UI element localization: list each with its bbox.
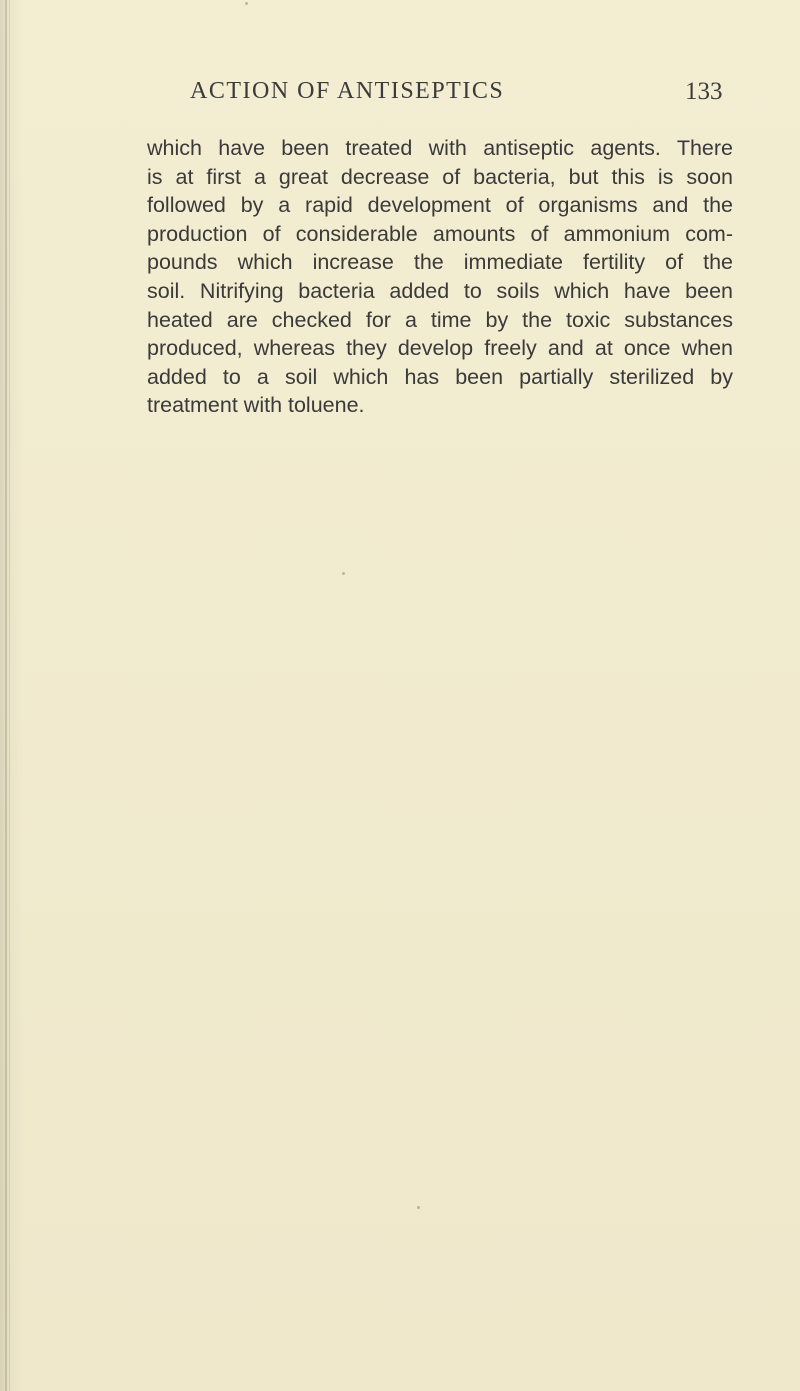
running-title: ACTION OF ANTISEPTICS [190, 78, 505, 104]
text-line: which have been treated with antiseptic agents. There [147, 136, 733, 160]
page-gutter-edge [5, 0, 7, 1391]
body-paragraph [147, 134, 733, 420]
paper-speck [245, 2, 248, 5]
paper-speck [342, 572, 345, 575]
text-line: produced, whereas they develop freely and at once when [147, 336, 733, 361]
text-line: followed by a rapid development of organisms and the [147, 193, 733, 218]
page-gutter-shadow [9, 0, 10, 1391]
page-number: 133 [685, 78, 723, 105]
text-line: heated are checked for a time by the toxic substances [147, 307, 733, 332]
text-line: is at first a great decrease of bacteria, but this is soon [147, 164, 733, 189]
text-line: added to a soil which has been partially sterilized by [147, 364, 733, 389]
running-header [0, 78, 800, 118]
text-line: pounds which increase the immediate fertility of the [147, 250, 733, 275]
text-line: treatment with toluene. [147, 393, 365, 418]
paper-speck [417, 1206, 420, 1209]
text-line: production of considerable amounts of ammonium com- [147, 221, 733, 246]
text-line: soil. Nitrifying bacteria added to soils which have been [147, 278, 733, 303]
